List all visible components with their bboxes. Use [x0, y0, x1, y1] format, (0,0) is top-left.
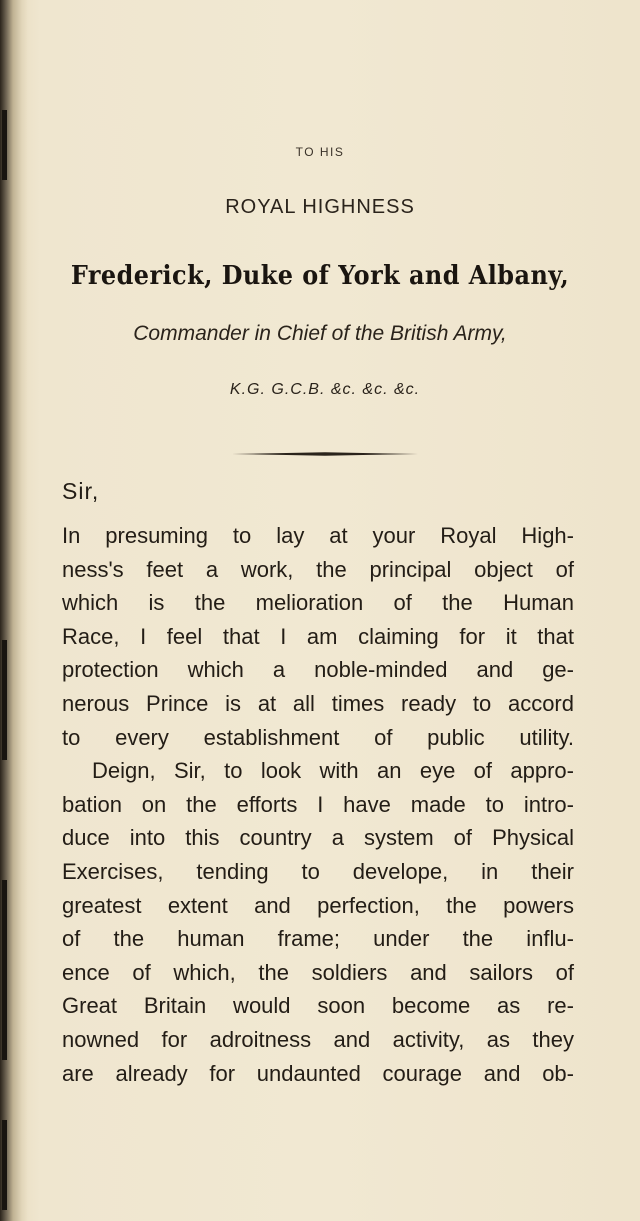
letter-salutation: Sir, [62, 478, 100, 504]
letter-line: to every establishment of public utility. [62, 724, 574, 750]
letter-body [62, 519, 574, 1090]
letter-line: bation on the efforts I have made to intro- [62, 791, 574, 817]
dedication-name-blackletter: Frederick, Duke of York and Albany, [70, 261, 570, 291]
letter-line: Race, I feel that I am claiming for it that [62, 623, 574, 649]
spine-mark [2, 1120, 7, 1210]
letter-line: In presuming to lay at your Royal High- [62, 523, 574, 548]
dedication-royal-highness: ROYAL HIGHNESS [225, 196, 415, 218]
letter-line: duce into this country a system of Physical [62, 825, 574, 851]
letter-line: which is the melioration of the Human [62, 590, 574, 616]
dedication-commander-title: Commander in Chief of the British Army, [133, 322, 507, 345]
letter-line: nowned for adroitness and activity, as they [62, 1026, 574, 1052]
letter-line: ence of which, the soldiers and sailors of [62, 959, 574, 985]
letter-line: nerous Prince is at all times ready to accord [62, 690, 574, 716]
letter-line: are already for undaunted courage and ob- [62, 1060, 574, 1086]
ornamental-rule [232, 452, 418, 456]
spine-mark [2, 880, 7, 1060]
letter-line: protection which a noble-minded and ge- [62, 657, 574, 683]
letter-line: Great Britain would soon become as re- [62, 993, 574, 1019]
spine-mark [2, 640, 7, 760]
dedication-to-his: TO HIS [295, 145, 345, 159]
letter-line: Deign, Sir, to look with an eye of appro- [92, 758, 574, 784]
dedication-orders: K.G. G.C.B. &c. &c. &c. [229, 381, 421, 398]
letter-line: greatest extent and perfection, the powers [62, 892, 574, 918]
letter-line: Exercises, tending to develope, in their [62, 858, 574, 884]
letter-line: of the human frame; under the influ- [62, 926, 574, 952]
letter-line: ness's feet a work, the principal object of [62, 556, 574, 582]
